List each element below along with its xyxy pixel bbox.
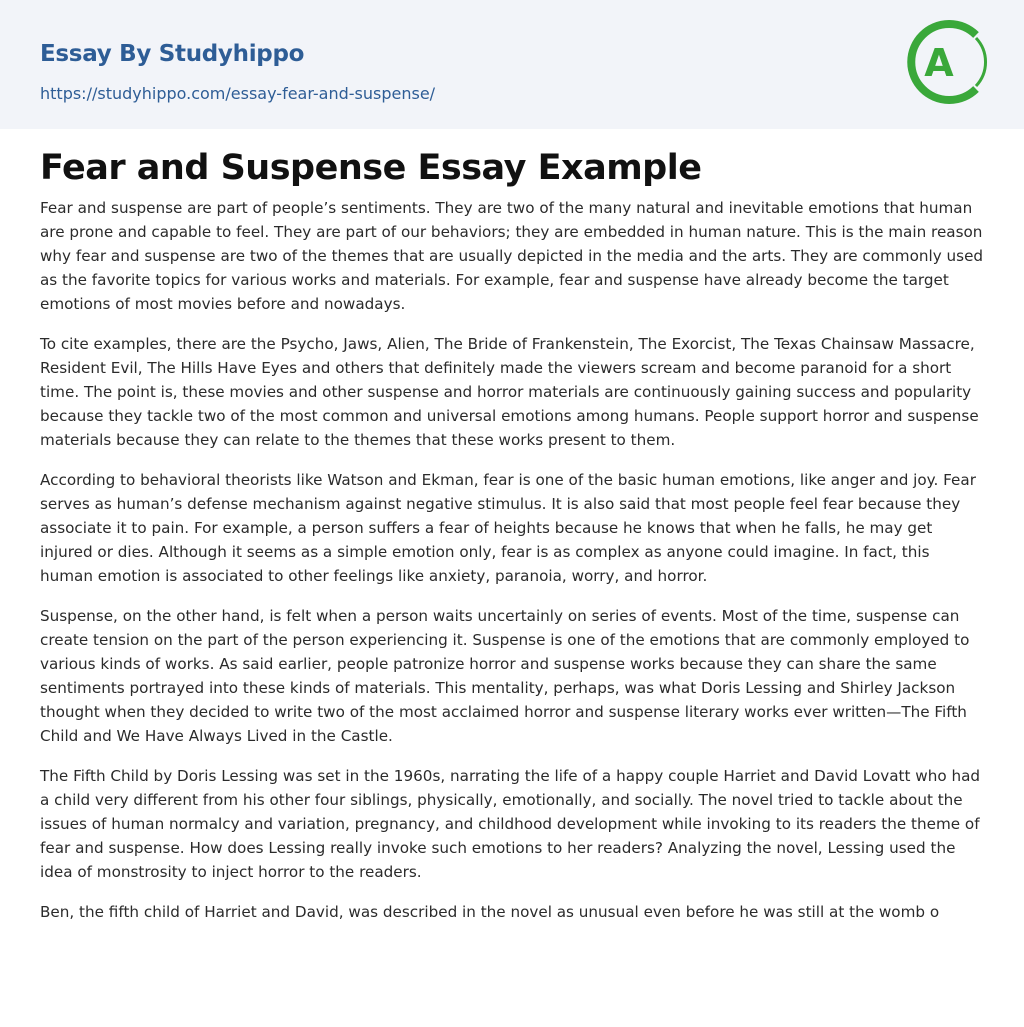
- article-paragraph-4: Suspense, on the other hand, is felt when a person waits uncertainly on series of events. Most of the time, suspense can create tension on the part of the person experiencing it. Suspense is one of the emotions that are commonly employed to various kinds of works. As said earlier, people patronize horror and suspense works because they can share the same sentiments portrayed into these kinds of materials. This mentality, perhaps, was what Doris Lessing and Shirley Jackson thought when they decided to write two of the most acclaimed horror and suspense literary works ever written—The Fifth Child and We Have Always Lived in the Castle.: [40, 607, 970, 745]
- article-content: [40, 140, 986, 940]
- article-paragraph-5: The Fifth Child by Doris Lessing was set in the 1960s, narrating the life of a happy couple Harriet and David Lovatt who had a child very different from his other four siblings, physically, emotionally, and socially. The novel tried to tackle about the issues of human normalcy and variation, pregnancy, and childhood development while invoking to its readers the theme of fear and suspense. How does Lessing really invoke such emotions to her readers? Analyzing the novel, Lessing used the idea of monstrosity to inject horror to the readers.: [40, 767, 981, 881]
- studyhippo-logo-icon[interactable]: [906, 16, 990, 108]
- article-url-link[interactable]: https://studyhippo.com/essay-fear-and-suspense/: [40, 84, 436, 103]
- article-paragraph-2: To cite examples, there are the Psycho, Jaws, Alien, The Bride of Frankenstein, The Exorcist, The Texas Chainsaw Massacre, Resident Evil, The Hills Have Eyes and others that definitely made the viewers scream and become paranoid for a short time. The point is, these movies and other suspense and horror materials are continuously gaining success and popularity because they tackle two of the most common and universal emotions among humans. People support horror and suspense materials because they can relate to the themes that these works present to them.: [40, 335, 979, 449]
- logo-letter: A: [924, 41, 954, 85]
- site-title[interactable]: Essay By Studyhippo: [40, 41, 305, 67]
- article-paragraph-3: According to behavioral theorists like Watson and Ekman, fear is one of the basic human emotions, like anger and joy. Fear serves as human’s defense mechanism against negative stimulus. It is also said that most people feel fear because they associate it to pain. For example, a person suffers a fear of heights because he knows that when he falls, he may get injured or dies. Although it seems as a simple emotion only, fear is as complex as anyone could imagine. In fact, this human emotion is associated to other feelings like anxiety, paranoia, worry, and horror.: [40, 471, 976, 585]
- page-title: Fear and Suspense Essay Example: [40, 148, 702, 188]
- article-paragraph-6: Ben, the fifth child of Harriet and David, was described in the novel as unusual even before he was still at the womb o: [40, 903, 940, 921]
- article-paragraph-1: Fear and suspense are part of people’s sentiments. They are two of the many natural and inevitable emotions that human are prone and capable to feel. They are part of our behaviors; they are embedded in human nature. This is the main reason why fear and suspense are two of the themes that are usually depicted in the media and the arts. They are commonly used as the favorite topics for various works and materials. For example, fear and suspense have already become the target emotions of most movies before and nowadays.: [40, 199, 984, 313]
- site-header: [0, 0, 1024, 129]
